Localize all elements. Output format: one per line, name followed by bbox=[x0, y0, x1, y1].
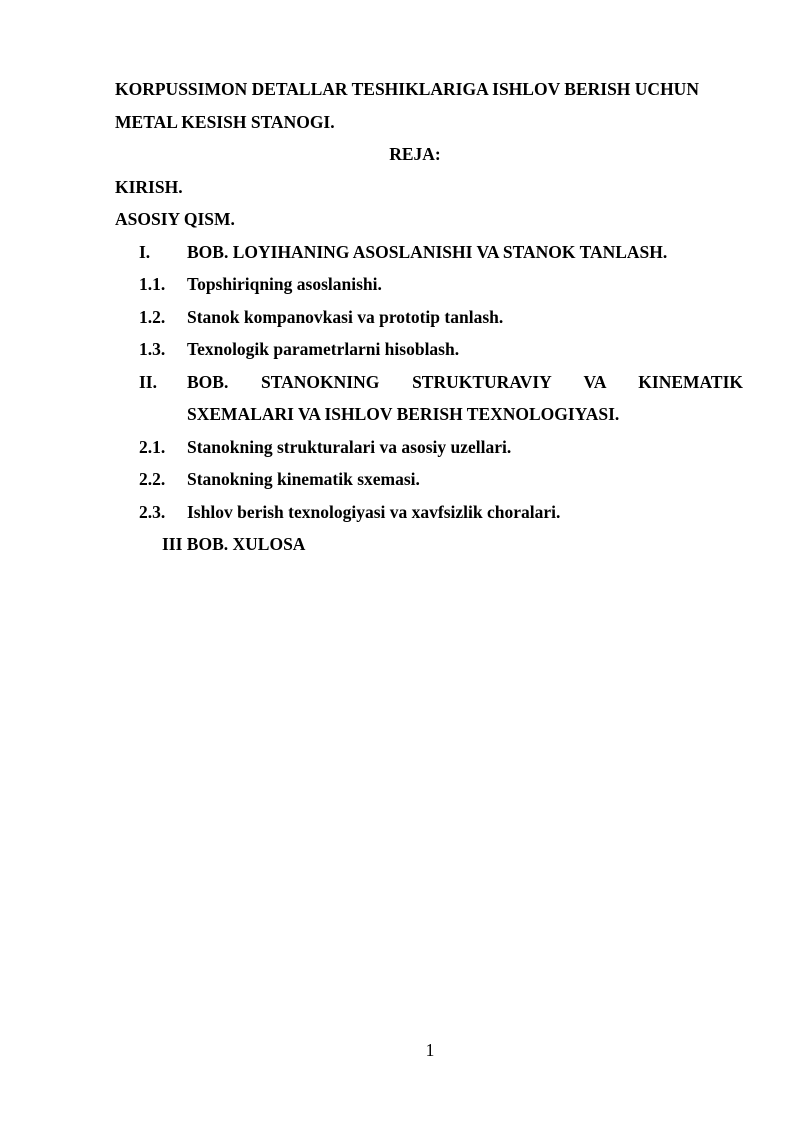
section-number: 1.3. bbox=[139, 339, 166, 359]
chapter-1-number: I. bbox=[139, 241, 151, 262]
section-entry bbox=[115, 496, 743, 529]
document-title-line-1: KORPUSSIMON DETALLAR TESHIKLARIGA ISHLOV BERISH UCHUN bbox=[115, 79, 699, 99]
section-number: 2.1. bbox=[139, 436, 166, 457]
section-entry bbox=[115, 268, 743, 301]
section-number: 2.2. bbox=[139, 469, 166, 489]
section-entry bbox=[115, 333, 743, 366]
chapter-1-title: BOB. LOYIHANING ASOSLANISHI VA STANOK TANLASH. bbox=[187, 241, 668, 262]
chapter-2-number: II. bbox=[139, 371, 157, 392]
chapter-2-title bbox=[187, 366, 743, 431]
intro-entry: KIRISH. bbox=[115, 176, 183, 197]
section-title: Ishlov berish texnologiyasi va xavfsizlik choralari. bbox=[187, 501, 561, 522]
main-part-entry: ASOSIY QISM. bbox=[115, 209, 235, 229]
chapter-2-title-line-1: BOB. STANOKNING STRUKTURAVIY VA KINEMATIK bbox=[187, 371, 743, 392]
table-of-contents bbox=[115, 73, 743, 561]
chapter-3-entry: III BOB. XULOSA bbox=[162, 534, 306, 554]
section-title: Stanok kompanovkasi va prototip tanlash. bbox=[187, 306, 504, 327]
section-number: 2.3. bbox=[139, 501, 166, 522]
chapter-1-entry bbox=[115, 236, 743, 269]
section-title: Texnologik parametrlarni hisoblash. bbox=[187, 339, 460, 359]
section-entry bbox=[115, 463, 743, 496]
section-title: Stanokning strukturalari va asosiy uzellari. bbox=[187, 436, 512, 457]
section-number: 1.2. bbox=[139, 306, 166, 327]
chapter-2-entry bbox=[115, 366, 743, 431]
document-title-line-2: METAL KESISH STANOGI. bbox=[115, 111, 335, 132]
plan-heading: REJA: bbox=[389, 144, 441, 164]
section-title: Stanokning kinematik sxemasi. bbox=[187, 469, 420, 489]
section-number: 1.1. bbox=[139, 274, 166, 294]
page-number: 1 bbox=[425, 1040, 435, 1060]
section-entry bbox=[115, 301, 743, 334]
section-entry bbox=[115, 431, 743, 464]
section-title: Topshiriqning asoslanishi. bbox=[187, 274, 382, 294]
chapter-2-title-line-2: SXEMALARI VA ISHLOV BERISH TEXNOLOGIYASI. bbox=[187, 404, 620, 424]
